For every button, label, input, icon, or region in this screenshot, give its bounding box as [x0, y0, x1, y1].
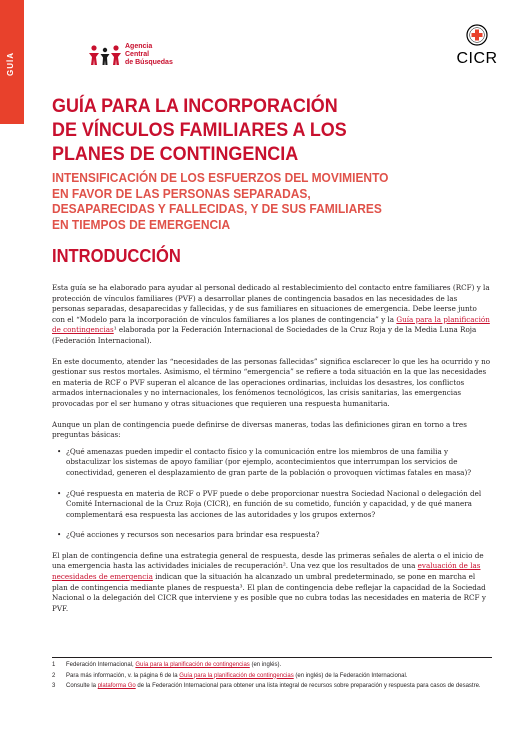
section-heading: INTRODUCCIÓN	[52, 246, 181, 266]
header	[52, 94, 492, 267]
question-list	[52, 447, 492, 541]
document-title: GUÍA PARA LA INCORPORACIÓN DE VÍNCULOS FAMILIARES A LOS PLANES DE CONTINGENCIA	[52, 95, 347, 165]
needs-assessment-link[interactable]: evaluación de las necesidades de emergencia	[52, 561, 481, 582]
side-tab-label: GUÍA	[6, 52, 15, 76]
side-tab	[0, 0, 24, 124]
footnote-link[interactable]: Guía para la planificación de contingencias	[135, 662, 250, 668]
central-tracing-agency-logo	[88, 42, 198, 68]
paragraph-2: En este documento, atender las “necesidades de las personas fallecidas” significa esclarecer lo que les ha ocurrido y no gestionar sus restos mortales. Asimismo, el término “emergencia” se refiere a toda situación en la que las necesidades en materia de RCF o PVF superan el alcance de las operaciones ordinarias, incluidas los desastres, los conflictos armados internacionales y no internacionales, los fenómenos tecnológicos, las crisis sanitarias, las emergencias provocadas por el ser humano y otras situaciones que requieren una respuesta humanitaria.	[52, 356, 491, 408]
footnote: 3 Consulte la plataforma Go de la Federación Internacional para obtener una lista integral de recursos sobre preparación y respuesta para casos de desastre.	[52, 683, 481, 690]
paragraph-1: Esta guía se ha elaborado para ayudar al personal dedicado al restablecimiento del contacto entre familiares (RCF) y la protección de vínculos familiares (PVF) a desarrollar planes de contingencia basados en las necesidades de las personas separadas, desaparecidas y fallecidas, y de sus familiares en situaciones de emergencia. Debe leerse junto con el “Modelo para la incorporación de vínculos familiares a los planes de contingencia” y la Guía para la planificación de contingencias¹ elaborada por la Federación Internacional de Sociedades de la Cruz Roja y de la Media Luna Roja (Federación Internacional).	[52, 283, 490, 345]
icrc-logo-text: CICR	[456, 50, 498, 67]
paragraph-4: El plan de contingencia define una estrategia general de respuesta, desde las primeras señales de alerta o el inicio de una emergencia hasta las actividades iniciales de recuperación². Una vez que los resultados de una evaluación de las necesidades de emergencia indican que la situación ha alcanzado un umbral predeterminado, se pone en marcha el plan de contingencia mediante planes de respuesta³. El plan de contingencia debe reflejar la capacidad de la Sociedad Nacional o la delegación del CICR que interviene y es posible que no cubra todas las necesidades en materia de RCF y PVF.	[52, 550, 486, 613]
paragraph-3: Aunque un plan de contingencia puede definirse de diversas maneras, todas las definiciones giran en torno a tres preguntas básicas:	[52, 419, 467, 440]
body-text	[52, 283, 492, 624]
icrc-logo	[452, 24, 502, 80]
acb-logo-text: Agencia Central de Búsquedas	[125, 43, 173, 66]
document-subtitle: INTENSIFICACIÓN DE LOS ESFUERZOS DEL MOVIMIENTO EN FAVOR DE LAS PERSONAS SEPARADAS, DESAPARECIDAS Y FALLECIDAS, Y DE SUS FAMILIARES EN TIEMPOS DE EMERGENCIA	[52, 170, 389, 232]
side-bar	[0, 0, 24, 736]
list-item: • ¿Qué acciones y recursos son necesarios para brindar esa respuesta?	[66, 530, 492, 541]
red-cross-emblem-icon	[466, 24, 488, 46]
list-item: • ¿Qué amenazas pueden impedir el contacto físico y la comunicación entre los miembros de una familia y obstaculizar los sistemas de apoyo familiar (por ejemplo, acontecimientos que interrumpan los servicios de conectividad, generen el desplazamiento de gran parte de la población o provoquen víctimas fatales en masa)?	[66, 447, 492, 479]
footnote-link[interactable]: Guía para la planificación de contingencias	[179, 672, 294, 679]
footnote: 1 Federación Internacional, Guía para la planificación de contingencias (en inglés).	[52, 662, 282, 668]
list-item: • ¿Qué respuesta en materia de RCF o PVF puede o debe proporcionar nuestra Sociedad Nacional o delegación del Comité Internacional de la Cruz Roja (CICR), en función de su cometido, función y capacidad, y de qué manera complementará esa respuesta las acciones de las autoridades y los grupos externos?	[66, 489, 492, 521]
footnote: 2 Para más información, v. la página 6 de la Guía para la planificación de contingencias (en inglés) de la Federación Internacional.	[52, 672, 408, 679]
people-icon	[88, 44, 122, 66]
footnotes	[52, 657, 492, 693]
contingency-guide-link[interactable]: Guía para la planificación de contingencias	[52, 314, 490, 335]
go-platform-link[interactable]: plataforma Go	[97, 683, 136, 690]
